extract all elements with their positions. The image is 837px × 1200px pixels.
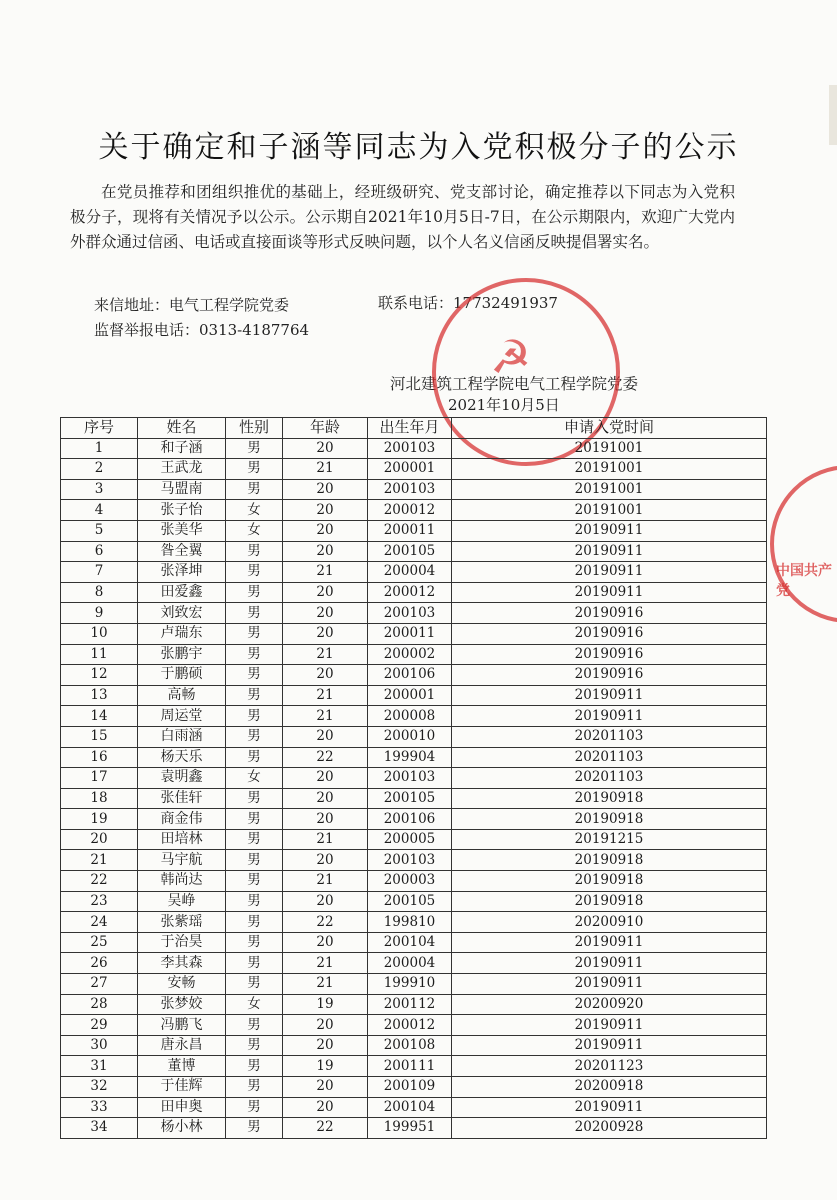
table-row [61,974,767,995]
cell-gender: 男 [226,644,283,665]
cell-gender: 男 [226,562,283,583]
cell-gender: 男 [226,459,283,480]
cell-apply-date: 20190918 [452,891,767,912]
table-row [61,747,767,768]
cell-index: 34 [61,1118,138,1139]
cell-name: 冯鹏飞 [138,1015,226,1036]
cell-index: 31 [61,1056,138,1077]
cell-index: 14 [61,706,138,727]
cell-birth: 200103 [368,768,452,789]
cell-birth: 200103 [368,603,452,624]
cell-age: 20 [283,726,368,747]
cell-gender: 男 [226,747,283,768]
cell-gender: 女 [226,500,283,521]
cell-name: 田申奥 [138,1097,226,1118]
cell-age: 21 [283,829,368,850]
report-hotline: 监督举报电话：0313-4187764 [94,321,310,339]
cell-birth: 199951 [368,1118,452,1139]
table-row [61,562,767,583]
cell-apply-date: 20190911 [452,562,767,583]
cell-index: 16 [61,747,138,768]
intro-paragraph: 在党员推荐和团组织推优的基础上，经班级研究、党支部讨论，确定推荐以下同志为入党积极分子，现将有关情况予以公示。公示期自2021年10月5日-7日，在公示期限内，欢迎广大党内外群众通过信函、电话或直接面谈等形式反映问题，以个人名义信函反映提倡署实名。 [70,183,735,251]
cell-birth: 200111 [368,1056,452,1077]
signature-org: 河北建筑工程学院电气工程学院党委 [390,375,639,393]
cell-gender: 男 [226,809,283,830]
cell-index: 28 [61,994,138,1015]
cell-apply-date: 20200910 [452,912,767,933]
cell-index: 1 [61,438,138,459]
cell-name: 张佳轩 [138,788,226,809]
cell-index: 17 [61,768,138,789]
cell-age: 20 [283,1015,368,1036]
cell-apply-date: 20190916 [452,623,767,644]
cell-age: 21 [283,562,368,583]
table-row [61,1118,767,1139]
cell-name: 田培林 [138,829,226,850]
cell-index: 23 [61,891,138,912]
cell-apply-date: 20191215 [452,829,767,850]
cell-gender: 男 [226,665,283,686]
cell-birth: 200011 [368,520,452,541]
table-row [61,665,767,686]
cell-index: 22 [61,871,138,892]
cell-apply-date: 20201123 [452,1056,767,1077]
table-row [61,726,767,747]
cell-name: 于治昊 [138,932,226,953]
cell-birth: 199904 [368,747,452,768]
cell-index: 20 [61,829,138,850]
cell-gender: 男 [226,685,283,706]
table-row [61,541,767,562]
contact-phone: 联系电话：17732491937 [378,294,558,312]
cell-apply-date: 20190918 [452,809,767,830]
cell-name: 张鹏宇 [138,644,226,665]
cell-apply-date: 20190911 [452,706,767,727]
cell-index: 9 [61,603,138,624]
table-row [61,623,767,644]
cell-gender: 男 [226,726,283,747]
header-gender: 性别 [226,418,283,439]
cell-birth: 200010 [368,726,452,747]
cell-birth: 199810 [368,912,452,933]
cell-birth: 200106 [368,665,452,686]
cell-apply-date: 20190916 [452,603,767,624]
cell-name: 白雨涵 [138,726,226,747]
cell-birth: 200001 [368,685,452,706]
cell-birth: 200105 [368,891,452,912]
cell-gender: 男 [226,871,283,892]
table-row [61,788,767,809]
cell-name: 王武龙 [138,459,226,480]
cell-age: 21 [283,974,368,995]
cell-name: 杨天乐 [138,747,226,768]
header-age: 年龄 [283,418,368,439]
cell-age: 20 [283,623,368,644]
cell-birth: 200012 [368,1015,452,1036]
cell-birth: 200103 [368,479,452,500]
cell-age: 20 [283,1097,368,1118]
cell-age: 21 [283,706,368,727]
cell-gender: 女 [226,520,283,541]
cell-name: 刘致宏 [138,603,226,624]
cell-birth: 200106 [368,809,452,830]
table-row [61,459,767,480]
cell-birth: 200012 [368,500,452,521]
cell-apply-date: 20190911 [452,1015,767,1036]
table-row [61,685,767,706]
cell-age: 20 [283,809,368,830]
seal-side-text: 中国共产党 [776,563,832,599]
cell-birth: 200001 [368,459,452,480]
cell-gender: 男 [226,479,283,500]
cell-age: 19 [283,1056,368,1077]
cell-age: 20 [283,768,368,789]
table-row [61,479,767,500]
cell-name: 董博 [138,1056,226,1077]
table-row [61,932,767,953]
cell-apply-date: 20190911 [452,974,767,995]
cell-gender: 男 [226,788,283,809]
cell-gender: 男 [226,932,283,953]
cell-index: 7 [61,562,138,583]
activist-table [60,417,767,1139]
cell-apply-date: 20190918 [452,850,767,871]
table-row [61,1035,767,1056]
cell-name: 张美华 [138,520,226,541]
cell-index: 24 [61,912,138,933]
header-name: 姓名 [138,418,226,439]
table-row [61,520,767,541]
cell-index: 25 [61,932,138,953]
cell-apply-date: 20191001 [452,459,767,480]
cell-name: 张梦姣 [138,994,226,1015]
cell-index: 30 [61,1035,138,1056]
cell-name: 李其森 [138,953,226,974]
cell-index: 2 [61,459,138,480]
cell-name: 张紫瑶 [138,912,226,933]
cell-apply-date: 20200918 [452,1077,767,1098]
cell-apply-date: 20191001 [452,500,767,521]
cell-index: 19 [61,809,138,830]
cell-age: 21 [283,644,368,665]
cell-birth: 200112 [368,994,452,1015]
table-header-row [61,418,767,439]
cell-apply-date: 20200920 [452,994,767,1015]
cell-birth: 200011 [368,623,452,644]
cell-birth: 200103 [368,850,452,871]
cell-age: 20 [283,479,368,500]
table-row [61,438,767,459]
cell-name: 田爱鑫 [138,582,226,603]
cell-index: 29 [61,1015,138,1036]
cell-birth: 200105 [368,788,452,809]
cell-name: 杨小林 [138,1118,226,1139]
cell-age: 20 [283,1035,368,1056]
cell-birth: 200012 [368,582,452,603]
cell-gender: 男 [226,603,283,624]
cell-age: 21 [283,685,368,706]
cell-gender: 男 [226,438,283,459]
hammer-sickle-icon: ☭ [490,330,532,384]
cell-index: 32 [61,1077,138,1098]
cell-index: 33 [61,1097,138,1118]
cell-name: 马宇航 [138,850,226,871]
cell-index: 12 [61,665,138,686]
cell-birth: 200103 [368,438,452,459]
cell-index: 4 [61,500,138,521]
cell-gender: 男 [226,850,283,871]
cell-age: 20 [283,541,368,562]
cell-gender: 男 [226,1015,283,1036]
cell-gender: 男 [226,1097,283,1118]
cell-index: 26 [61,953,138,974]
cell-name: 吴峥 [138,891,226,912]
cell-apply-date: 20190911 [452,932,767,953]
cell-age: 21 [283,871,368,892]
cell-apply-date: 20190911 [452,520,767,541]
cell-birth: 200109 [368,1077,452,1098]
table-row [61,1077,767,1098]
cell-gender: 男 [226,1077,283,1098]
cell-birth: 200104 [368,1097,452,1118]
table-row [61,1015,767,1036]
header-birth: 出生年月 [368,418,452,439]
cell-name: 于佳辉 [138,1077,226,1098]
cell-index: 13 [61,685,138,706]
table-row [61,994,767,1015]
cell-age: 20 [283,582,368,603]
cell-apply-date: 20200928 [452,1118,767,1139]
cell-age: 20 [283,665,368,686]
cell-age: 20 [283,891,368,912]
cell-age: 20 [283,500,368,521]
cell-apply-date: 20190911 [452,541,767,562]
cell-name: 昝全翼 [138,541,226,562]
cell-gender: 男 [226,706,283,727]
cell-age: 20 [283,603,368,624]
cell-apply-date: 20190911 [452,685,767,706]
table-row [61,891,767,912]
cell-age: 22 [283,1118,368,1139]
table-row [61,603,767,624]
contact-address: 来信地址：电气工程学院党委 [94,296,290,314]
signature-date: 2021年10月5日 [448,396,560,414]
cell-age: 20 [283,788,368,809]
header-index: 序号 [61,418,138,439]
cell-apply-date: 20191001 [452,438,767,459]
cell-apply-date: 20190916 [452,665,767,686]
table-row [61,829,767,850]
cell-index: 5 [61,520,138,541]
page-title: 关于确定和子涵等同志为入党积极分子的公示 [98,130,739,165]
table-row [61,768,767,789]
cell-age: 22 [283,912,368,933]
table-row [61,500,767,521]
cell-index: 15 [61,726,138,747]
cell-birth: 200108 [368,1035,452,1056]
cell-gender: 男 [226,623,283,644]
cell-apply-date: 20190911 [452,953,767,974]
cell-birth: 200104 [368,932,452,953]
cell-name: 卢瑞东 [138,623,226,644]
table-row [61,1097,767,1118]
table-row [61,809,767,830]
cell-gender: 男 [226,541,283,562]
table-row [61,706,767,727]
cell-birth: 200003 [368,871,452,892]
cell-age: 21 [283,459,368,480]
table-row [61,912,767,933]
cell-index: 27 [61,974,138,995]
cell-gender: 男 [226,912,283,933]
cell-name: 马盟南 [138,479,226,500]
cell-age: 20 [283,932,368,953]
cell-age: 22 [283,747,368,768]
cell-apply-date: 20190918 [452,871,767,892]
cell-name: 张泽坤 [138,562,226,583]
table-row [61,582,767,603]
cell-apply-date: 20190916 [452,644,767,665]
cell-birth: 200005 [368,829,452,850]
header-apply-date: 申请入党时间 [452,418,767,439]
cell-age: 21 [283,953,368,974]
cell-index: 21 [61,850,138,871]
cell-apply-date: 20190911 [452,1097,767,1118]
cell-name: 安畅 [138,974,226,995]
cell-index: 10 [61,623,138,644]
table-row [61,1056,767,1077]
cell-gender: 男 [226,891,283,912]
cell-index: 18 [61,788,138,809]
cell-gender: 男 [226,1056,283,1077]
cell-gender: 男 [226,582,283,603]
table-row [61,644,767,665]
cell-birth: 200008 [368,706,452,727]
cell-gender: 女 [226,768,283,789]
cell-birth: 200105 [368,541,452,562]
cell-age: 20 [283,1077,368,1098]
table-row [61,871,767,892]
cell-apply-date: 20191001 [452,479,767,500]
cell-apply-date: 20190918 [452,788,767,809]
cell-name: 于鹏硕 [138,665,226,686]
cell-birth: 200002 [368,644,452,665]
cell-apply-date: 20201103 [452,768,767,789]
cell-gender: 女 [226,994,283,1015]
cell-age: 20 [283,438,368,459]
cell-gender: 男 [226,829,283,850]
cell-name: 袁明鑫 [138,768,226,789]
cell-apply-date: 20190911 [452,582,767,603]
cell-index: 11 [61,644,138,665]
cell-age: 20 [283,850,368,871]
cell-gender: 男 [226,953,283,974]
cell-apply-date: 20190911 [452,1035,767,1056]
cell-birth: 199910 [368,974,452,995]
cell-gender: 男 [226,1035,283,1056]
cell-gender: 男 [226,974,283,995]
cell-age: 19 [283,994,368,1015]
cell-birth: 200004 [368,562,452,583]
cell-name: 张子怡 [138,500,226,521]
cell-name: 和子涵 [138,438,226,459]
cell-birth: 200004 [368,953,452,974]
cell-gender: 男 [226,1118,283,1139]
cell-index: 8 [61,582,138,603]
cell-apply-date: 20201103 [452,747,767,768]
cell-name: 高畅 [138,685,226,706]
cell-name: 周运堂 [138,706,226,727]
table-row [61,953,767,974]
cell-name: 商金伟 [138,809,226,830]
cell-age: 20 [283,520,368,541]
cell-apply-date: 20201103 [452,726,767,747]
cell-name: 韩尚达 [138,871,226,892]
cell-name: 唐永昌 [138,1035,226,1056]
cell-index: 6 [61,541,138,562]
cell-index: 3 [61,479,138,500]
table-row [61,850,767,871]
